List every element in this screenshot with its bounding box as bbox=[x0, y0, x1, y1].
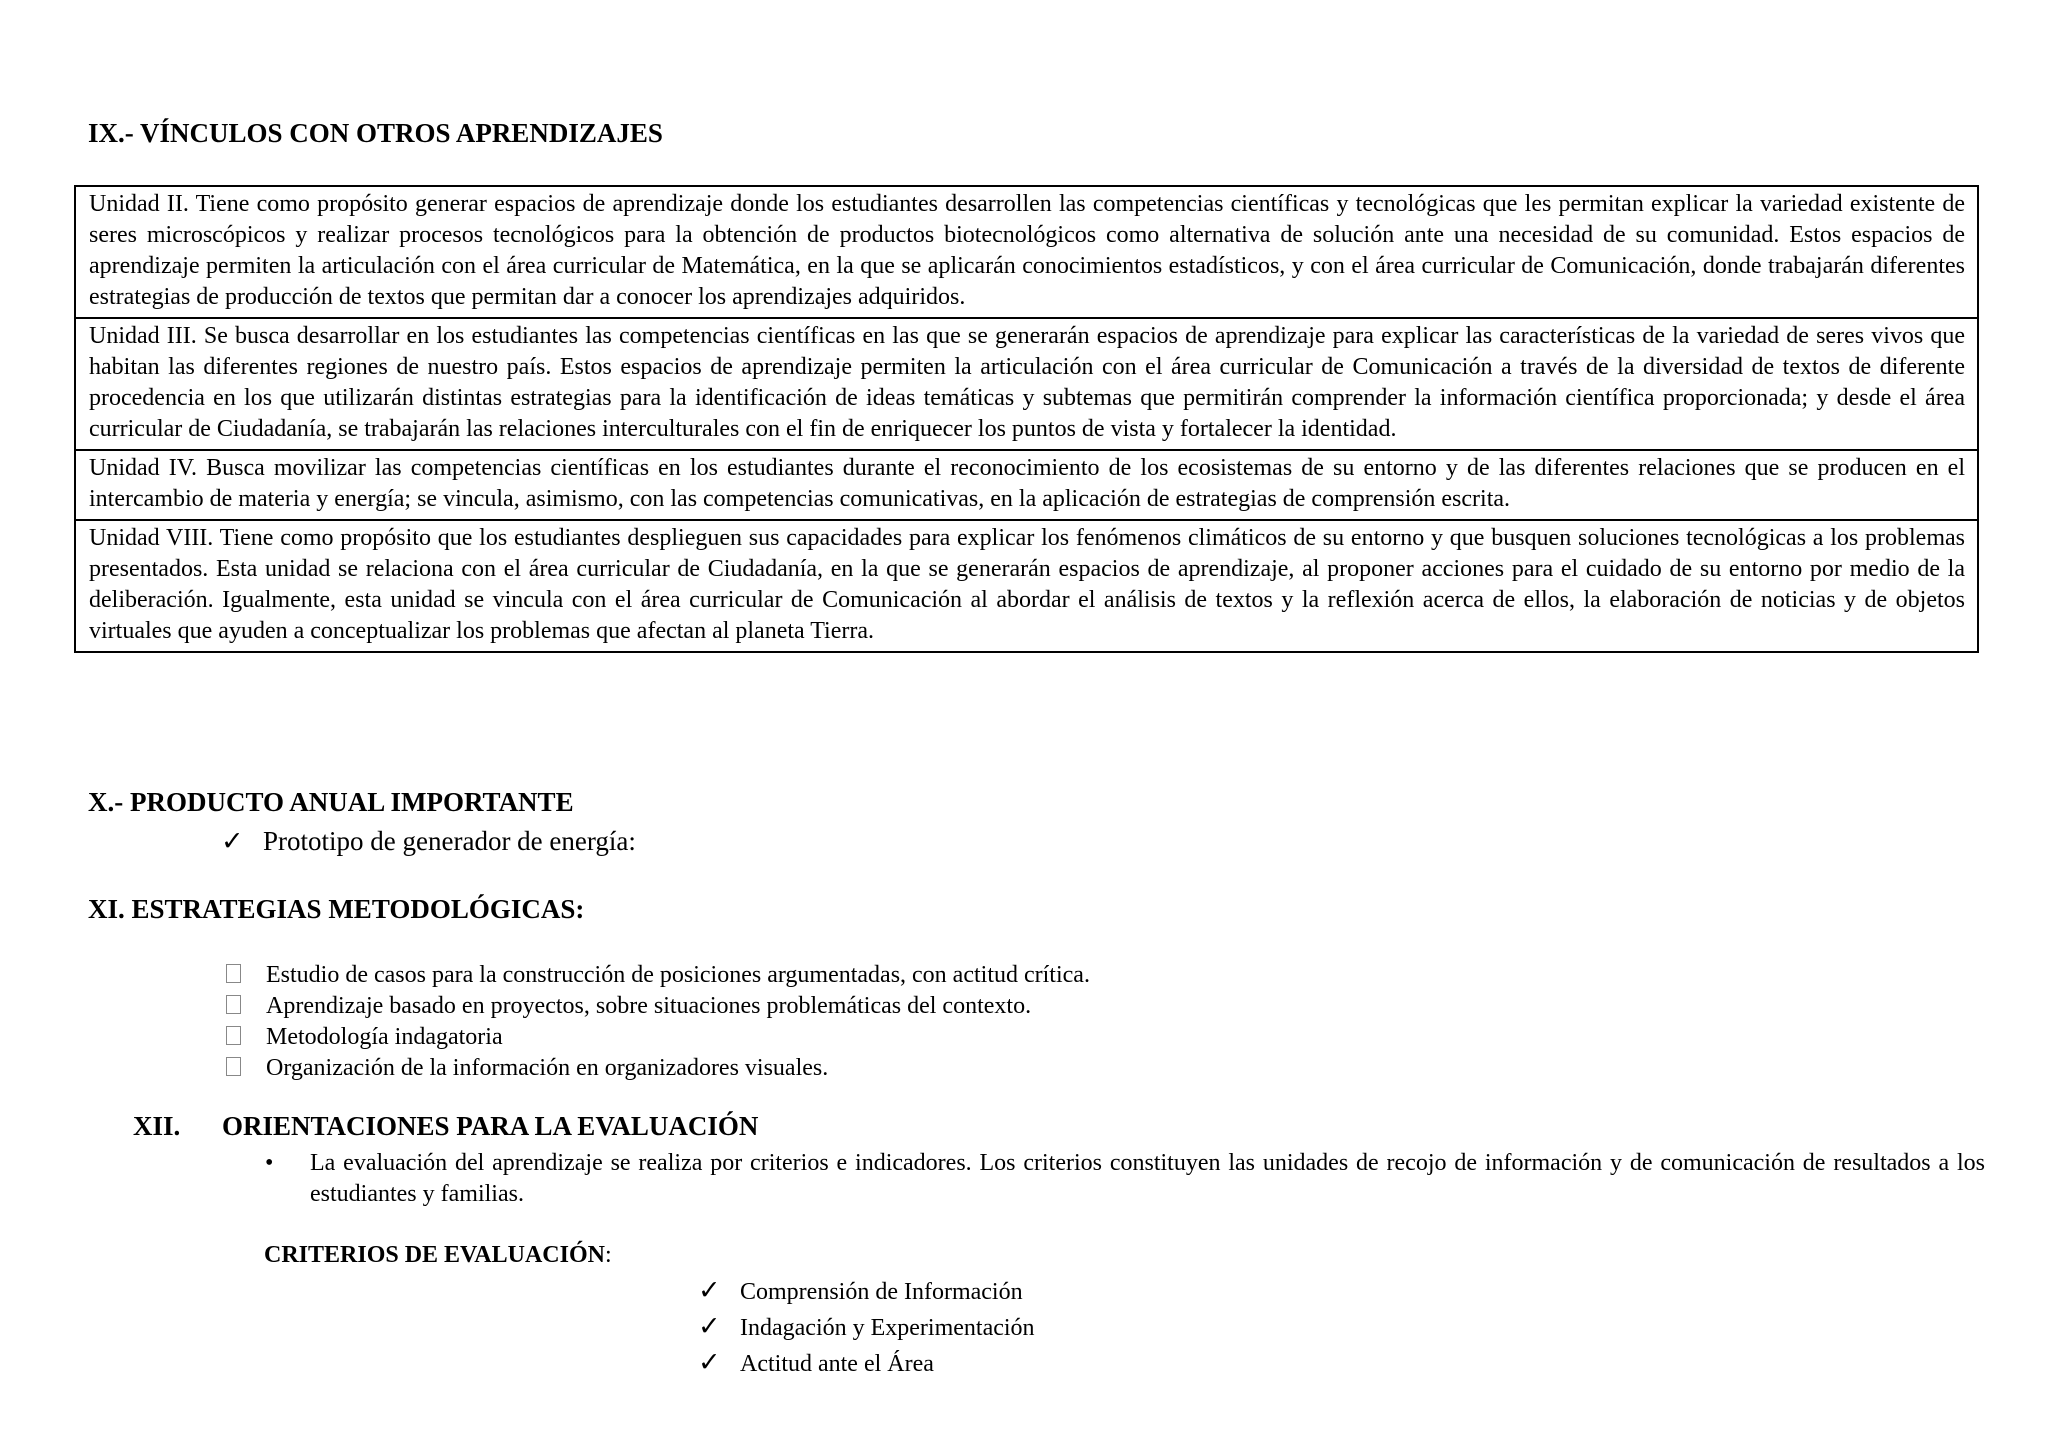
bullet-box-icon bbox=[226, 1026, 241, 1045]
table-row bbox=[75, 318, 1978, 450]
checkmark-icon: ✓ bbox=[698, 1275, 721, 1305]
vinculo-unidad-ii: Unidad II. Tiene como propósito generar espacios de aprendizaje donde los estudiantes desarrollen las competencias científicas y tecnológicas que les permitan explicar la variedad existente de seres microscópicos y realizar procesos tecnológicos para la obtención de productos biotecnológicos como alternativa de solución ante una necesidad de su comunidad. Estos espacios de aprendizaje permiten la articulación con el área curricular de Matemática, en la que se aplicarán conocimientos estadísticos, y con el área curricular de Comunicación, donde trabajarán diferentes estrategias de producción de textos que permitan dar a conocer los aprendizajes adquiridos. bbox=[75, 186, 1978, 318]
bullet-dot-icon: • bbox=[265, 1150, 274, 1176]
section-xi-heading: XI. ESTRATEGIAS METODOLÓGICAS: bbox=[88, 894, 585, 924]
criterios-colon: : bbox=[604, 1242, 612, 1268]
estrategia-text: Metodología indagatoria bbox=[266, 1024, 503, 1050]
evaluacion-text: La evaluación del aprendizaje se realiza por criterios e indicadores. Los criterios constituyen las unidades de recojo de información y de comunicación de resultados a los estudiantes y familias. bbox=[310, 1150, 1985, 1207]
criterio-text: Indagación y Experimentación bbox=[740, 1315, 1035, 1341]
criterios-list bbox=[698, 1273, 1035, 1381]
estrategia-text: Estudio de casos para la construcción de posiciones argumentadas, con actitud crítica. bbox=[266, 962, 1090, 988]
vinculo-unidad-iv: Unidad IV. Busca movilizar las competencias científicas en los estudiantes durante el reconocimiento de los ecosistemas de su entorno y de las diferentes relaciones que se producen en el intercambio de materia y energía; se vincula, asimismo, con las competencias comunicativas, en la aplicación de estrategias de comprensión escrita. bbox=[75, 450, 1978, 520]
checkmark-icon: ✓ bbox=[698, 1311, 721, 1341]
checkmark-icon: ✓ bbox=[698, 1347, 721, 1377]
list-item bbox=[226, 1022, 1090, 1053]
criterios-heading bbox=[264, 1240, 612, 1271]
section-xii-title: ORIENTACIONES PARA LA EVALUACIÓN bbox=[222, 1111, 759, 1141]
bullet-box-icon bbox=[226, 995, 241, 1014]
bullet-box-icon bbox=[226, 1057, 241, 1076]
section-xii-heading bbox=[133, 1110, 758, 1142]
list-item bbox=[698, 1309, 1035, 1345]
estrategias-list bbox=[226, 960, 1090, 1084]
section-ix-heading: IX.- VÍNCULOS CON OTROS APRENDIZAJES bbox=[88, 118, 663, 148]
evaluacion-bullet bbox=[265, 1148, 1985, 1210]
table-row bbox=[75, 520, 1978, 652]
section-x-heading: X.- PRODUCTO ANUAL IMPORTANTE bbox=[88, 787, 574, 817]
estrategia-text: Aprendizaje basado en proyectos, sobre situaciones problemáticas del contexto. bbox=[266, 993, 1032, 1019]
list-item bbox=[226, 991, 1090, 1022]
vinculo-unidad-iii: Unidad III. Se busca desarrollar en los estudiantes las competencias científicas en las que se generarán espacios de aprendizaje para explicar las características de la variedad de seres vivos que habitan las diferentes regiones de nuestro país. Estos espacios de aprendizaje permiten la articulación con el área curricular de Comunicación a través de la diversidad de textos de diferente procedencia en los que utilizarán distintas estrategias para la identificación de ideas temáticas y subtemas que permitirán comprender la información científica proporcionada; y desde el área curricular de Ciudadanía, se trabajarán las relaciones interculturales con el fin de enriquecer los puntos de vista y fortalecer la identidad. bbox=[75, 318, 1978, 450]
producto-anual-text: Prototipo de generador de energía: bbox=[263, 826, 636, 856]
bullet-box-icon bbox=[226, 964, 241, 983]
list-item bbox=[698, 1273, 1035, 1309]
checkmark-icon: ✓ bbox=[221, 826, 244, 856]
producto-anual-item bbox=[221, 825, 636, 857]
vinculos-table bbox=[74, 185, 1979, 653]
list-item bbox=[226, 960, 1090, 991]
table-row bbox=[75, 186, 1978, 318]
list-item bbox=[226, 1053, 1090, 1084]
table-row bbox=[75, 450, 1978, 520]
criterio-text: Comprensión de Información bbox=[740, 1279, 1023, 1305]
estrategia-text: Organización de la información en organizadores visuales. bbox=[266, 1055, 829, 1081]
criterios-heading-text: CRITERIOS DE EVALUACIÓN bbox=[264, 1242, 605, 1268]
list-item bbox=[698, 1345, 1035, 1381]
vinculo-unidad-viii: Unidad VIII. Tiene como propósito que los estudiantes desplieguen sus capacidades para explicar los fenómenos climáticos de su entorno y que busquen soluciones tecnológicas a los problemas presentados. Esta unidad se relaciona con el área curricular de Ciudadanía, en la que se generarán espacios de aprendizaje, al proponer acciones para el cuidado de su entorno por medio de la deliberación. Igualmente, esta unidad se vincula con el área curricular de Comunicación al abordar el análisis de textos y la reflexión acerca de ellos, la elaboración de noticias y de objetos virtuales que ayuden a conceptualizar los problemas que afectan al planeta Tierra. bbox=[75, 520, 1978, 652]
criterio-text: Actitud ante el Área bbox=[740, 1351, 934, 1377]
section-xii-number: XII. bbox=[133, 1111, 181, 1141]
